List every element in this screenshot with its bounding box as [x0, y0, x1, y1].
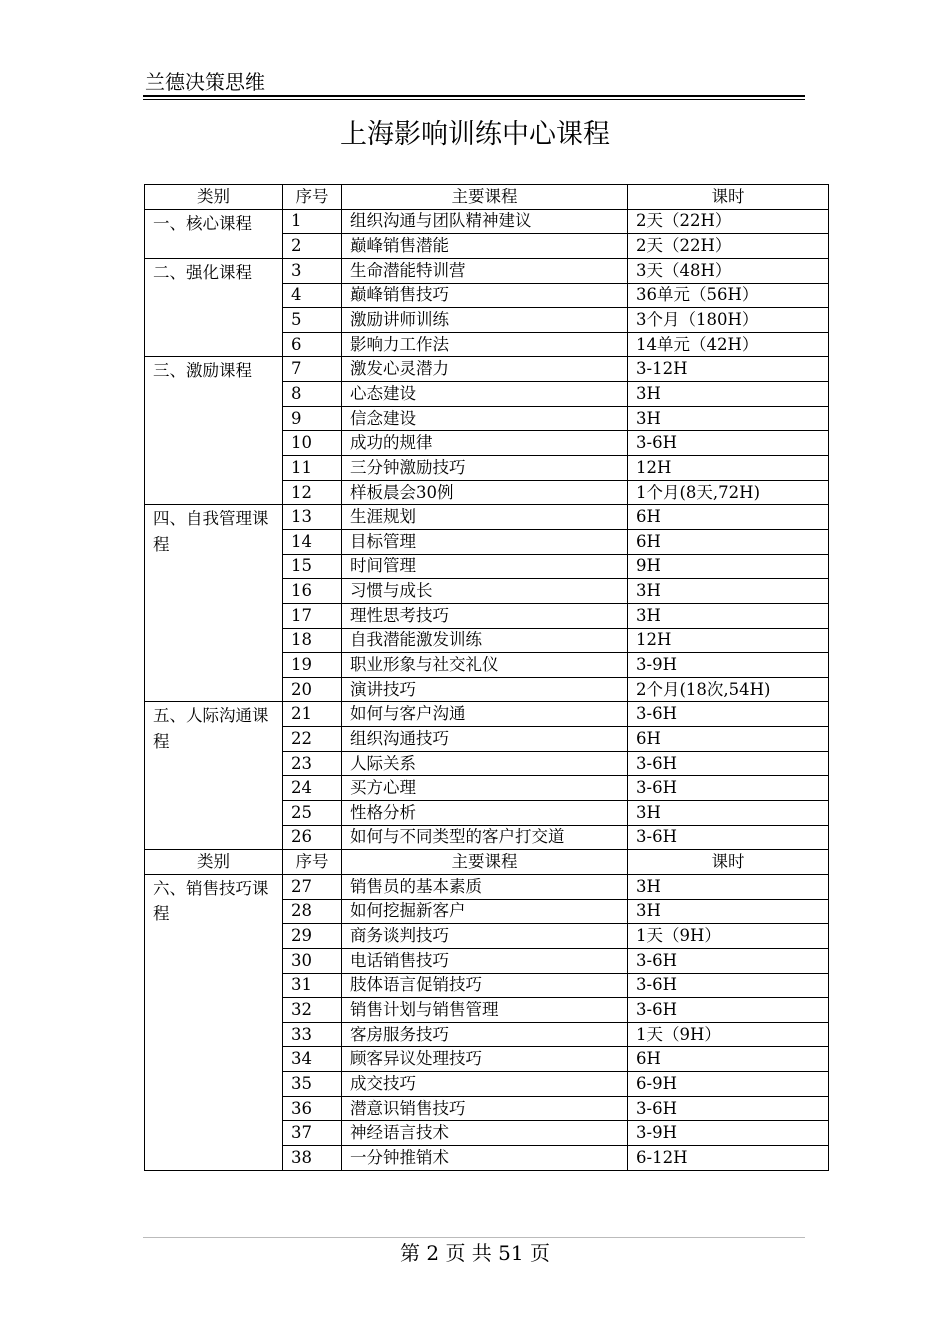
hours-cell: 12H — [628, 456, 829, 481]
number-cell: 31 — [283, 973, 342, 998]
header-course: 主要课程 — [342, 185, 628, 210]
number-cell: 18 — [283, 628, 342, 653]
course-name-cell: 影响力工作法 — [342, 332, 628, 357]
number-cell: 17 — [283, 603, 342, 628]
table-row — [145, 874, 829, 899]
hours-cell: 6H — [628, 505, 829, 530]
course-name-cell: 性格分析 — [342, 801, 628, 826]
table-row — [145, 258, 829, 283]
number-cell: 19 — [283, 653, 342, 678]
number-cell: 3 — [283, 258, 342, 283]
number-cell: 20 — [283, 677, 342, 702]
header-hours: 课时 — [628, 850, 829, 875]
course-name-cell: 一分钟推销术 — [342, 1145, 628, 1170]
course-name-cell: 肢体语言促销技巧 — [342, 973, 628, 998]
number-cell: 9 — [283, 406, 342, 431]
hours-cell: 3-6H — [628, 973, 829, 998]
course-name-cell: 如何与客户沟通 — [342, 702, 628, 727]
hours-cell: 6H — [628, 529, 829, 554]
header-number: 序号 — [283, 850, 342, 875]
hours-cell: 3天（48H） — [628, 258, 829, 283]
hours-cell: 3-6H — [628, 998, 829, 1023]
course-table — [144, 184, 829, 1171]
course-name-cell: 组织沟通技巧 — [342, 727, 628, 752]
table-header-row — [145, 185, 829, 210]
hours-cell: 3H — [628, 603, 829, 628]
number-cell: 5 — [283, 308, 342, 333]
course-name-cell: 时间管理 — [342, 554, 628, 579]
course-name-cell: 生涯规划 — [342, 505, 628, 530]
course-name-cell: 巅峰销售潜能 — [342, 234, 628, 259]
number-cell: 10 — [283, 431, 342, 456]
course-name-cell: 电话销售技巧 — [342, 948, 628, 973]
number-cell: 38 — [283, 1145, 342, 1170]
header-category: 类别 — [145, 185, 283, 210]
hours-cell: 3-6H — [628, 776, 829, 801]
hours-cell: 3-12H — [628, 357, 829, 382]
course-name-cell: 潜意识销售技巧 — [342, 1096, 628, 1121]
hours-cell: 6-9H — [628, 1072, 829, 1097]
course-name-cell: 成功的规律 — [342, 431, 628, 456]
number-cell: 11 — [283, 456, 342, 481]
hours-cell: 2天（22H） — [628, 209, 829, 234]
hours-cell: 3H — [628, 406, 829, 431]
course-name-cell: 商务谈判技巧 — [342, 924, 628, 949]
number-cell: 16 — [283, 579, 342, 604]
hours-cell: 6H — [628, 1047, 829, 1072]
course-name-cell: 激发心灵潜力 — [342, 357, 628, 382]
page-footer: 第 2 页 共 51 页 — [400, 1241, 550, 1265]
number-cell: 33 — [283, 1022, 342, 1047]
header-rule-thin — [143, 99, 805, 100]
course-name-cell: 习惯与成长 — [342, 579, 628, 604]
course-name-cell: 心态建设 — [342, 382, 628, 407]
number-cell: 6 — [283, 332, 342, 357]
hours-cell: 14单元（42H） — [628, 332, 829, 357]
hours-cell: 3H — [628, 801, 829, 826]
course-name-cell: 成交技巧 — [342, 1072, 628, 1097]
number-cell: 2 — [283, 234, 342, 259]
course-name-cell: 生命潜能特训营 — [342, 258, 628, 283]
course-name-cell: 买方心理 — [342, 776, 628, 801]
number-cell: 34 — [283, 1047, 342, 1072]
course-name-cell: 理性思考技巧 — [342, 603, 628, 628]
table-row — [145, 702, 829, 727]
course-name-cell: 组织沟通与团队精神建议 — [342, 209, 628, 234]
hours-cell: 6H — [628, 727, 829, 752]
course-name-cell: 人际关系 — [342, 751, 628, 776]
number-cell: 22 — [283, 727, 342, 752]
category-cell: 四、自我管理课程 — [145, 505, 283, 702]
course-name-cell: 样板晨会30例 — [342, 480, 628, 505]
number-cell: 30 — [283, 948, 342, 973]
course-name-cell: 自我潜能激发训练 — [342, 628, 628, 653]
number-cell: 29 — [283, 924, 342, 949]
number-cell: 8 — [283, 382, 342, 407]
course-name-cell: 目标管理 — [342, 529, 628, 554]
header-category: 类别 — [145, 850, 283, 875]
number-cell: 12 — [283, 480, 342, 505]
hours-cell: 3-6H — [628, 948, 829, 973]
number-cell: 23 — [283, 751, 342, 776]
number-cell: 36 — [283, 1096, 342, 1121]
table-row — [145, 505, 829, 530]
course-name-cell: 如何与不同类型的客户打交道 — [342, 825, 628, 850]
course-name-cell: 演讲技巧 — [342, 677, 628, 702]
number-cell: 15 — [283, 554, 342, 579]
category-cell: 一、核心课程 — [145, 209, 283, 258]
course-name-cell: 职业形象与社交礼仪 — [342, 653, 628, 678]
number-cell: 14 — [283, 529, 342, 554]
course-name-cell: 神经语言技术 — [342, 1121, 628, 1146]
number-cell: 13 — [283, 505, 342, 530]
course-name-cell: 销售计划与销售管理 — [342, 998, 628, 1023]
course-name-cell: 销售员的基本素质 — [342, 874, 628, 899]
category-cell: 三、激励课程 — [145, 357, 283, 505]
course-name-cell: 激励讲师训练 — [342, 308, 628, 333]
hours-cell: 3个月（180H） — [628, 308, 829, 333]
number-cell: 37 — [283, 1121, 342, 1146]
number-cell: 21 — [283, 702, 342, 727]
number-cell: 24 — [283, 776, 342, 801]
hours-cell: 12H — [628, 628, 829, 653]
header-brand: 兰德决策思维 — [145, 70, 265, 94]
number-cell: 4 — [283, 283, 342, 308]
header-number: 序号 — [283, 185, 342, 210]
category-cell: 五、人际沟通课程 — [145, 702, 283, 850]
course-name-cell: 信念建设 — [342, 406, 628, 431]
number-cell: 28 — [283, 899, 342, 924]
hours-cell: 3-6H — [628, 751, 829, 776]
hours-cell: 36单元（56H） — [628, 283, 829, 308]
table-header-row — [145, 850, 829, 875]
course-table-body — [145, 185, 829, 1171]
header-rule — [143, 95, 805, 97]
hours-cell: 3-6H — [628, 431, 829, 456]
course-name-cell: 巅峰销售技巧 — [342, 283, 628, 308]
hours-cell: 3-6H — [628, 825, 829, 850]
hours-cell: 3-6H — [628, 702, 829, 727]
table-row — [145, 357, 829, 382]
hours-cell: 1天（9H） — [628, 1022, 829, 1047]
number-cell: 27 — [283, 874, 342, 899]
hours-cell: 3-9H — [628, 1121, 829, 1146]
category-cell: 二、强化课程 — [145, 258, 283, 357]
document-title: 上海影响训练中心课程 — [340, 119, 610, 150]
header-hours: 课时 — [628, 185, 829, 210]
header-course: 主要课程 — [342, 850, 628, 875]
number-cell: 35 — [283, 1072, 342, 1097]
hours-cell: 9H — [628, 554, 829, 579]
hours-cell: 2天（22H） — [628, 234, 829, 259]
hours-cell: 1个月(8天,72H) — [628, 480, 829, 505]
hours-cell: 3-6H — [628, 1096, 829, 1121]
hours-cell: 3H — [628, 579, 829, 604]
course-name-cell: 客房服务技巧 — [342, 1022, 628, 1047]
hours-cell: 3H — [628, 382, 829, 407]
course-name-cell: 三分钟激励技巧 — [342, 456, 628, 481]
hours-cell: 6-12H — [628, 1145, 829, 1170]
hours-cell: 2个月(18次,54H) — [628, 677, 829, 702]
table-row — [145, 209, 829, 234]
hours-cell: 3H — [628, 899, 829, 924]
number-cell: 25 — [283, 801, 342, 826]
number-cell: 26 — [283, 825, 342, 850]
number-cell: 1 — [283, 209, 342, 234]
hours-cell: 3H — [628, 874, 829, 899]
course-name-cell: 顾客异议处理技巧 — [342, 1047, 628, 1072]
course-name-cell: 如何挖掘新客户 — [342, 899, 628, 924]
hours-cell: 1天（9H） — [628, 924, 829, 949]
number-cell: 7 — [283, 357, 342, 382]
number-cell: 32 — [283, 998, 342, 1023]
category-cell: 六、销售技巧课程 — [145, 874, 283, 1170]
hours-cell: 3-9H — [628, 653, 829, 678]
